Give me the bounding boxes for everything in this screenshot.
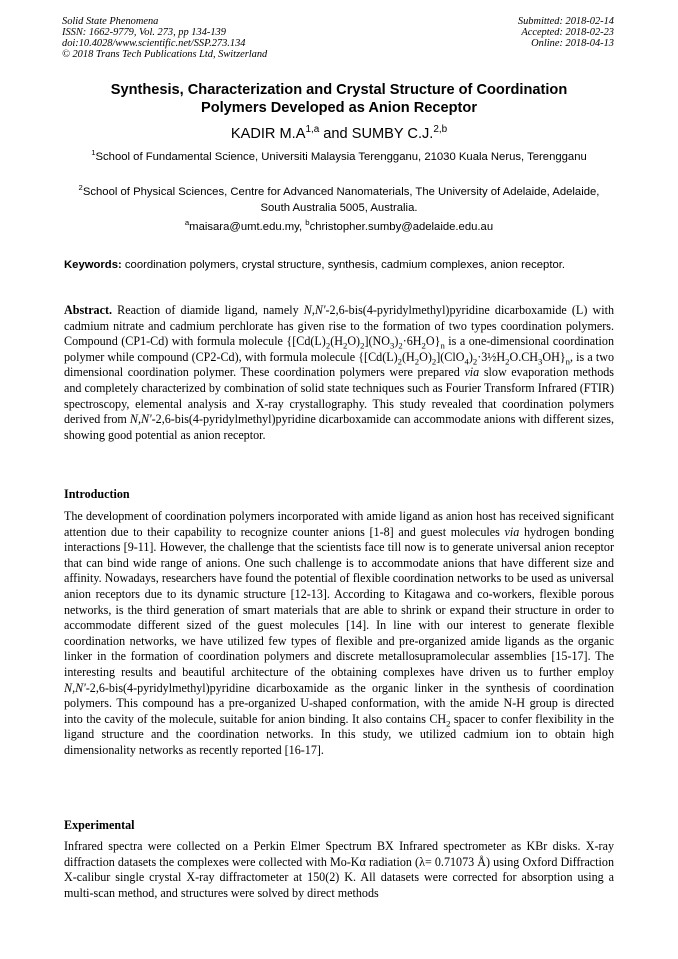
abstract-text: ](NO [364,334,390,349]
keywords-text: coordination polymers, crystal structure, synthesis, cadmium complexes, anion receptor. [121,259,566,271]
intro-text: hydrogen bonding interactions [9-11]. However, the challenge that the scientists face till now is to generate universal anion receptor that can bind wide range of anions. One such challenge is to accommodate anions that have different size and affinity. Nowadays, researchers have found the potential of flexible coordination networks to be used as universal anion receptors due to its dynamic structure [12-13]. According to Kitagawa and co-workers, flexible porous networks, is the third generation of smart materials that are able to shrink or expand their structure in order to accommodate different sized of the guest molecules [14]. In line with our interest to generate flexible coordination networks, we have utilized few types of flexible and pre-organized amide ligands as the organic linker in the formation of coordination polymers and discrete metallosupramolecular assemblies [15-17]. The interesting results and beautiful architecture of the obtaining complexes have driven us to further employ [64,524,614,679]
subscript: 2 [397,356,402,367]
ligand-name: N,N' [303,303,326,317]
keywords [64,258,614,273]
introduction-heading: Introduction [64,487,130,501]
subscript: 3 [538,356,543,367]
subscript: 2 [446,718,451,729]
abstract-text: ](ClO [436,349,465,364]
abstract-text: O.CH [509,349,539,364]
title-line-2: Polymers Developed as Anion Receptor [200,100,477,116]
abstract-text: (H [402,349,415,364]
abstract-text: OH} [542,349,566,364]
abstract-text: (H [330,334,343,349]
affiliation-2-number: 2 [78,183,83,193]
abstract-text: , is a two dimensional coordination polymer. These coordination polymers were prepared [64,349,614,380]
author-2-affil: 2,b [433,124,448,136]
intro-text: spacer to confer flexibility in the ligand structure and the coordination networks. In this study, we utilized cadmium ion to obtain high dimensionality networks as recently reported [16-17]. [64,711,614,757]
email-a: maisara@umt.edu.my, [189,221,306,233]
subscript: 2 [325,340,331,351]
author-conjunction: and [319,126,352,142]
email-a-marker: a [184,218,190,228]
abstract-text: O) [347,334,361,349]
journal-header-right [518,16,614,49]
intro-text: The development of coordination polymers incorporated with amide ligand as anion host has received significant attention due to their capability to recognize counter anions [1-8] and guest molecules [64,509,614,539]
emphasis-via: via [504,524,520,539]
doi-line: doi:10.4028/www.scientific.net/SSP.273.134 [62,38,246,49]
journal-name: Solid State Phenomena [62,16,159,27]
abstract-text: slow evaporation methods and completely characterized by combination of solid state techniques such as Fourier Transform Infrared (FTIR) spectroscopy, elemental analysis and X-ray crystallography. This study revealed that coordination polymers derived from [64,365,614,427]
online-date: Online: 2018-04-13 [531,38,614,49]
journal-header-left [62,16,267,60]
affiliation-1-number: 1 [91,148,96,158]
accepted-date: Accepted: 2018-02-23 [521,27,614,38]
intro-text: -2,6-bis(4-pyridylmethyl)pyridine dicarboxamide as the organic linker in the synthesis of coordination polymers. This compound has a pre-organized U-shaped conformation, with the amide N-H group is directed into the cavity of the molecule, suitable for anion binding. It also contains CH [64,680,614,726]
keywords-label: Keywords: [64,259,122,271]
affiliation-2 [70,185,608,216]
abstract-text: ·3½H [477,349,506,364]
subscript: 2 [431,356,437,367]
experimental-heading: Experimental [64,818,135,832]
experimental-body: Infrared spectra were collected on a Perkin Elmer Spectrum BX Infrared spectrometer as KBr disks. X-ray diffraction datasets the complexes were collected with Mo-Kα radiation (λ= 0.71073 Å) using Oxford Diffraction X-calibur single crystal X-ray diffractometer at 150(2) K. All datasets were corrected for absorption using a multi-scan method, and structures were solved by direct methods [64,839,614,900]
subscript: 2 [342,340,348,351]
affiliation-2-text: School of Physical Sciences, Centre for Advanced Nanomaterials, The University of Adelaide, Adelaide, South Australia 5005, Australia. [82,186,600,214]
subscript: n [440,340,445,351]
abstract-text: O) [419,349,432,364]
introduction-body [64,509,614,759]
author-1: KADIR M.A [230,126,306,142]
ligand-name: N,N' [64,680,86,695]
ligand-name: N,N' [129,412,152,427]
subscript: 2 [421,340,426,351]
email-b: christopher.sumby@adelaide.edu.au [309,221,494,233]
subscript: 2 [398,340,403,351]
author-list [64,125,614,143]
author-1-affil: 1,a [305,124,320,136]
emphasis-via: via [464,365,480,380]
abstract-text: ·6H [402,334,422,349]
subscript: 2 [472,356,478,367]
subscript: 3 [389,340,395,351]
subscript: n [565,356,571,367]
subscript: 2 [505,356,510,367]
subscript: 2 [414,356,420,367]
author-2: SUMBY C.J. [351,126,434,142]
abstract-text: ) [394,334,399,349]
title-line-1: Synthesis, Characterization and Crystal Structure of Coordination [110,82,568,98]
abstract-text: -2,6-bis(4-pyridylmethyl)pyridine dicarboxamide can accommodate anions with different sizes, showing good potential as anion receptor. [64,412,614,442]
abstract-text: ) [468,349,473,364]
abstract-text: O} [425,334,441,349]
abstract-text: Reaction of diamide ligand, namely [112,303,304,317]
abstract-label: Abstract. [64,303,113,317]
affiliation-1 [70,150,608,166]
abstract [64,303,614,443]
paper-title [64,81,614,117]
author-emails [64,220,614,235]
copyright-line: © 2018 Trans Tech Publications Ltd, Switzerland [62,49,268,60]
subscript: 4 [464,356,469,367]
submitted-date: Submitted: 2018-02-14 [517,16,614,27]
email-b-marker: b [305,218,310,228]
issn-line: ISSN: 1662-9779, Vol. 273, pp 134-139 [62,27,226,38]
abstract-text: -2,6-bis(4-pyridylmethyl)pyridine dicarboxamide (L) with cadmium nitrate and cadmium perchlorate has given rise to the formation of two types coordination polymers. Compound (CP1-Cd) with formula molecule {[Cd(L) [64,303,614,349]
affiliation-1-text: School of Fundamental Science, Universiti Malaysia Terengganu, 21030 Kuala Nerus, Terengganu [95,151,587,163]
subscript: 2 [360,340,365,351]
abstract-text: is a one-dimensional coordination polymer while compound (CP2-Cd), with formula molecule {[Cd(L) [64,334,614,364]
